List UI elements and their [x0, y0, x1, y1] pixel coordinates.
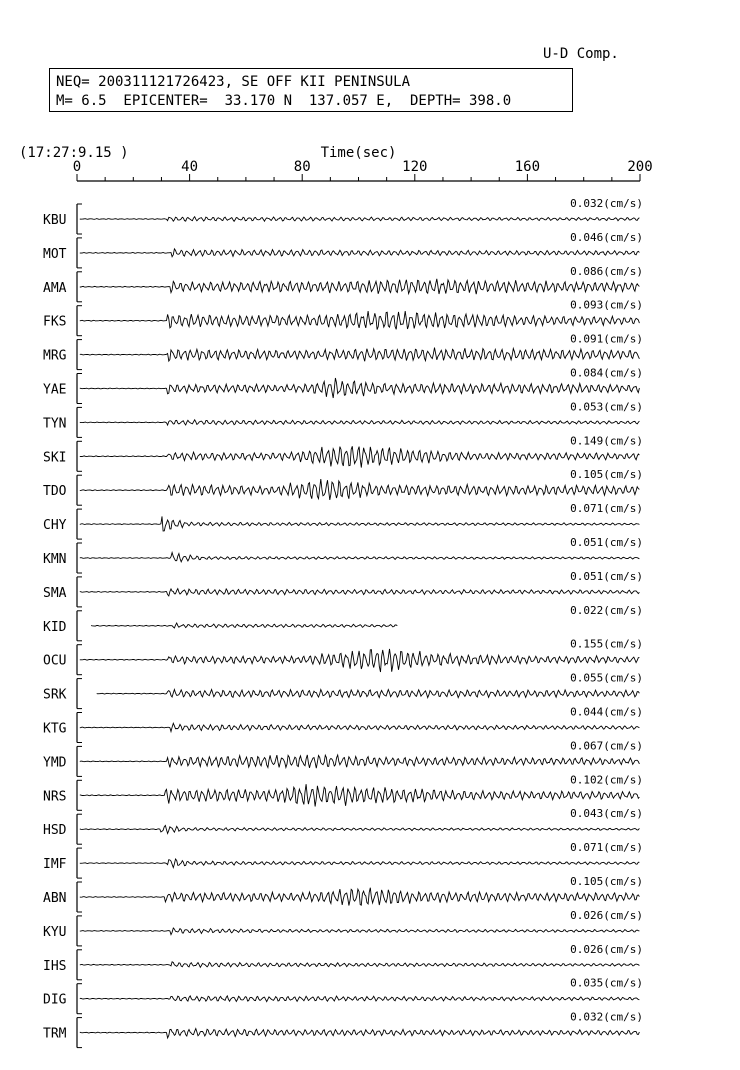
- x-tick-label: 200: [627, 159, 653, 175]
- max-amplitude-label: 0.086(cm/s): [570, 264, 643, 278]
- station-label: KYU: [43, 924, 67, 940]
- max-amplitude-label: 0.044(cm/s): [570, 705, 643, 719]
- waveform: [80, 859, 640, 868]
- x-axis-title: Time(sec): [320, 145, 397, 161]
- x-tick-label: 80: [293, 159, 311, 175]
- station-label: AMA: [43, 280, 67, 296]
- station-trace-yae: [43, 367, 643, 404]
- waveform: [80, 553, 640, 562]
- station-label: IHS: [43, 958, 67, 974]
- station-label: SKI: [43, 450, 67, 466]
- max-amplitude-label: 0.055(cm/s): [570, 671, 643, 685]
- waveform: [80, 649, 640, 672]
- station-label: NRS: [43, 789, 67, 805]
- max-amplitude-label: 0.026(cm/s): [570, 908, 643, 922]
- station-trace-ski: [43, 434, 643, 471]
- station-label: MOT: [43, 246, 67, 262]
- station-trace-hsd: [43, 807, 643, 844]
- station-label: CHY: [43, 518, 67, 534]
- max-amplitude-label: 0.051(cm/s): [570, 536, 643, 549]
- max-amplitude-label: 0.051(cm/s): [570, 569, 643, 583]
- station-trace-mot: [43, 231, 643, 268]
- waveform: [97, 690, 640, 698]
- station-trace-ama: [43, 265, 643, 302]
- event-id-line: NEQ= 200311121726423, SE OFF KII PENINSULA: [56, 74, 411, 90]
- station-label: YMD: [43, 755, 67, 771]
- waveform: [80, 928, 640, 935]
- station-label: KMN: [43, 552, 67, 567]
- max-amplitude-label: 0.149(cm/s): [570, 434, 643, 448]
- max-amplitude-label: 0.071(cm/s): [570, 841, 643, 855]
- max-amplitude-label: 0.043(cm/s): [570, 807, 643, 821]
- waveform: [80, 784, 640, 806]
- station-trace-srk: [43, 672, 643, 709]
- x-tick-label: 40: [181, 159, 199, 175]
- station-trace-ihs: [43, 943, 643, 980]
- max-amplitude-label: 0.022(cm/s): [570, 603, 643, 617]
- station-trace-imf: [43, 841, 643, 878]
- x-tick-label: 120: [402, 159, 428, 175]
- station-label: KID: [43, 619, 67, 635]
- waveform: [80, 446, 640, 467]
- waveform: [80, 755, 640, 768]
- station-trace-sma: [43, 570, 643, 607]
- station-label: HSD: [43, 823, 67, 839]
- event-params-line: M= 6.5 EPICENTER= 33.170 N 137.057 E, DEPTH= 398.0: [56, 93, 512, 109]
- x-tick-label: 160: [514, 159, 541, 175]
- station-label: TDO: [43, 484, 67, 500]
- max-amplitude-label: 0.102(cm/s): [570, 773, 643, 787]
- waveform: [80, 279, 640, 294]
- station-trace-dig: [43, 977, 643, 1014]
- station-trace-chy: [43, 502, 643, 539]
- max-amplitude-label: 0.105(cm/s): [570, 875, 643, 888]
- waveform: [80, 1029, 640, 1038]
- waveform: [80, 217, 640, 222]
- station-trace-fks: [43, 299, 643, 336]
- station-trace-ocu: [43, 638, 643, 675]
- station-label: TYN: [43, 416, 67, 432]
- station-trace-tdo: [43, 468, 643, 505]
- waveform: [80, 311, 640, 330]
- waveform: [80, 378, 640, 398]
- station-label: MRG: [43, 348, 67, 364]
- station-trace-ymd: [43, 739, 643, 776]
- station-traces: [43, 197, 643, 1048]
- station-trace-kbu: [43, 197, 643, 234]
- station-trace-kmn: [43, 536, 643, 573]
- station-label: KTG: [43, 721, 67, 737]
- max-amplitude-label: 0.053(cm/s): [570, 400, 643, 414]
- station-label: OCU: [43, 653, 67, 669]
- station-trace-abn: [43, 875, 643, 912]
- x-tick-label: 0: [72, 159, 82, 175]
- station-trace-tyn: [43, 400, 643, 437]
- waveform: [80, 888, 640, 906]
- max-amplitude-label: 0.093(cm/s): [570, 298, 643, 312]
- station-trace-nrs: [43, 773, 643, 810]
- station-trace-kid: [43, 604, 643, 641]
- max-amplitude-label: 0.046(cm/s): [570, 230, 643, 244]
- waveform: [80, 420, 640, 425]
- station-label: DIG: [43, 992, 67, 1008]
- station-label: SMA: [43, 585, 67, 601]
- station-trace-trm: [43, 1011, 643, 1048]
- waveform: [91, 623, 397, 628]
- station-label: FKS: [43, 314, 67, 330]
- max-amplitude-label: 0.067(cm/s): [570, 739, 643, 753]
- component-label: U-D Comp.: [543, 46, 619, 62]
- max-amplitude-label: 0.035(cm/s): [570, 976, 643, 990]
- max-amplitude-label: 0.084(cm/s): [570, 366, 643, 380]
- waveform: [80, 825, 640, 833]
- waveform: [80, 962, 640, 968]
- waveform: [80, 479, 640, 500]
- station-label: ABN: [43, 891, 67, 906]
- max-amplitude-label: 0.105(cm/s): [570, 468, 643, 482]
- waveform: [80, 996, 640, 1002]
- station-label: KBU: [43, 213, 67, 228]
- max-amplitude-label: 0.032(cm/s): [570, 197, 643, 210]
- station-label: TRM: [43, 1026, 67, 1042]
- start-time-label: (17:27:9.15 ): [19, 145, 129, 161]
- time-axis: [19, 145, 653, 181]
- station-trace-ktg: [43, 706, 643, 743]
- waveform: [80, 589, 640, 596]
- station-label: SRK: [43, 687, 67, 703]
- waveform: [80, 348, 640, 362]
- waveform: [80, 249, 640, 257]
- station-label: IMF: [43, 857, 67, 873]
- waveform: [80, 723, 640, 731]
- max-amplitude-label: 0.091(cm/s): [570, 332, 643, 346]
- station-trace-kyu: [43, 909, 643, 946]
- waveform: [80, 516, 640, 531]
- max-amplitude-label: 0.155(cm/s): [570, 637, 643, 651]
- station-label: YAE: [43, 382, 67, 398]
- station-trace-mrg: [43, 333, 643, 370]
- max-amplitude-label: 0.026(cm/s): [570, 942, 643, 956]
- max-amplitude-label: 0.032(cm/s): [570, 1010, 643, 1024]
- max-amplitude-label: 0.071(cm/s): [570, 502, 643, 516]
